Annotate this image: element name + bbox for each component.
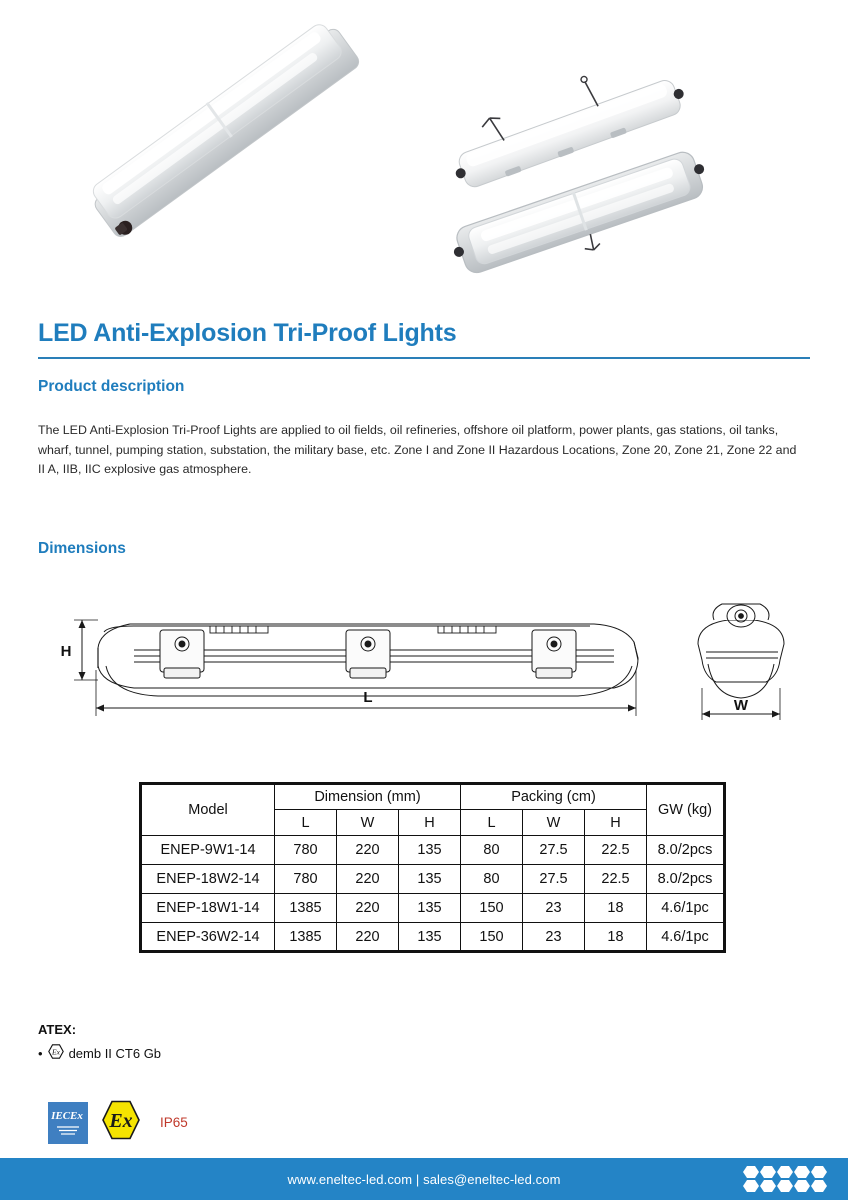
mounting-clip <box>532 630 576 678</box>
table-row <box>141 836 725 865</box>
cell-gw: 4.6/1pc <box>647 894 725 923</box>
product-photo-group <box>0 0 848 300</box>
cell-pack-l: 150 <box>461 923 523 952</box>
col-header-dim-h: H <box>399 810 461 836</box>
iecex-logo-icon <box>48 1102 88 1144</box>
cell-pack-w: 27.5 <box>523 865 585 894</box>
cell-pack-l: 80 <box>461 836 523 865</box>
cell-dim-l: 1385 <box>275 894 337 923</box>
footer-contact-text: www.eneltec-led.com | sales@eneltec-led.com <box>287 1171 561 1187</box>
cell-dim-w: 220 <box>337 894 399 923</box>
svg-text:Ex: Ex <box>51 1047 60 1057</box>
end-view <box>698 604 784 698</box>
ip-rating-label: IP65 <box>160 1115 188 1130</box>
svg-text:Ex: Ex <box>109 1110 133 1132</box>
atex-marking-text: demb II CT6 Gb <box>68 1045 162 1061</box>
mounting-clip <box>160 630 204 678</box>
page-title-block <box>38 320 810 359</box>
col-header-dim-w: W <box>337 810 399 836</box>
cell-pack-l: 150 <box>461 894 523 923</box>
cell-dim-h: 135 <box>399 865 461 894</box>
cell-dim-l: 780 <box>275 865 337 894</box>
dimension-drawing-svg <box>38 590 818 730</box>
col-header-pack-l: L <box>461 810 523 836</box>
section-heading-product-description: Product description <box>38 378 185 395</box>
product-photos-svg <box>0 0 848 300</box>
certification-badges <box>48 1100 188 1145</box>
svg-text:IECEx: IECEx <box>51 1109 83 1122</box>
cell-pack-h: 18 <box>585 923 647 952</box>
bullet-marker: • <box>38 1045 43 1061</box>
specification-table <box>139 782 726 953</box>
cell-model: ENEP-18W1-14 <box>141 894 275 923</box>
table-header-row-1 <box>141 784 725 810</box>
dimension-label-w: W <box>733 697 749 714</box>
page-title: LED Anti-Explosion Tri-Proof Lights <box>38 319 457 347</box>
section-heading-dimensions: Dimensions <box>38 540 126 557</box>
col-header-dimension-group: Dimension (mm) <box>275 784 461 810</box>
col-header-pack-w: W <box>523 810 585 836</box>
cell-dim-l: 1385 <box>275 923 337 952</box>
cell-dim-h: 135 <box>399 894 461 923</box>
cell-pack-l: 80 <box>461 865 523 894</box>
page-footer <box>0 1158 848 1200</box>
cell-dim-h: 135 <box>399 923 461 952</box>
table-body <box>141 836 725 952</box>
dimension-label-l: L <box>363 689 373 706</box>
hexagon-pattern-icon <box>742 1164 834 1199</box>
atex-heading: ATEX: <box>38 1022 77 1037</box>
product-description-text: The LED Anti-Explosion Tri-Proof Lights are applied to oil fields, oil refineries, offshore oil platform, power plants, gas stations, oil tanks, wharf, tunnel, pumping station, substation, the military base, etc. Zone I and Zone II Hazardous Locations, Zone 20, Zone 21, Zone 22 and II A, IIB, IIC explosive gas atmosphere. <box>38 423 797 476</box>
mounting-clip <box>346 630 390 678</box>
dimension-drawing <box>38 590 818 730</box>
col-header-packing-group: Packing (cm) <box>461 784 647 810</box>
cell-pack-h: 22.5 <box>585 836 647 865</box>
col-header-model: Model <box>141 784 275 836</box>
cell-pack-w: 23 <box>523 894 585 923</box>
table-header <box>141 784 725 836</box>
table-row <box>141 894 725 923</box>
dimension-label-h: H <box>60 643 72 660</box>
cell-dim-w: 220 <box>337 923 399 952</box>
cell-model: ENEP-9W1-14 <box>141 836 275 865</box>
col-header-dim-l: L <box>275 810 337 836</box>
cell-pack-w: 27.5 <box>523 836 585 865</box>
cell-dim-l: 780 <box>275 836 337 865</box>
cell-pack-h: 22.5 <box>585 865 647 894</box>
cell-model: ENEP-18W2-14 <box>141 865 275 894</box>
cell-pack-h: 18 <box>585 894 647 923</box>
table-row <box>141 865 725 894</box>
cell-model: ENEP-36W2-14 <box>141 923 275 952</box>
title-divider <box>38 357 810 359</box>
cell-gw: 8.0/2pcs <box>647 865 725 894</box>
col-header-gw: GW (kg) <box>647 784 725 836</box>
ex-hexagon-icon <box>48 1044 64 1062</box>
col-header-pack-h: H <box>585 810 647 836</box>
cell-dim-w: 220 <box>337 865 399 894</box>
cell-dim-h: 135 <box>399 836 461 865</box>
atex-ex-hexagon-icon <box>102 1100 140 1145</box>
cell-gw: 4.6/1pc <box>647 923 725 952</box>
table-row <box>141 923 725 952</box>
photo-main-fixture <box>84 16 362 241</box>
cell-gw: 8.0/2pcs <box>647 836 725 865</box>
cell-dim-w: 220 <box>337 836 399 865</box>
cell-pack-w: 23 <box>523 923 585 952</box>
atex-marking-line <box>38 1044 161 1062</box>
